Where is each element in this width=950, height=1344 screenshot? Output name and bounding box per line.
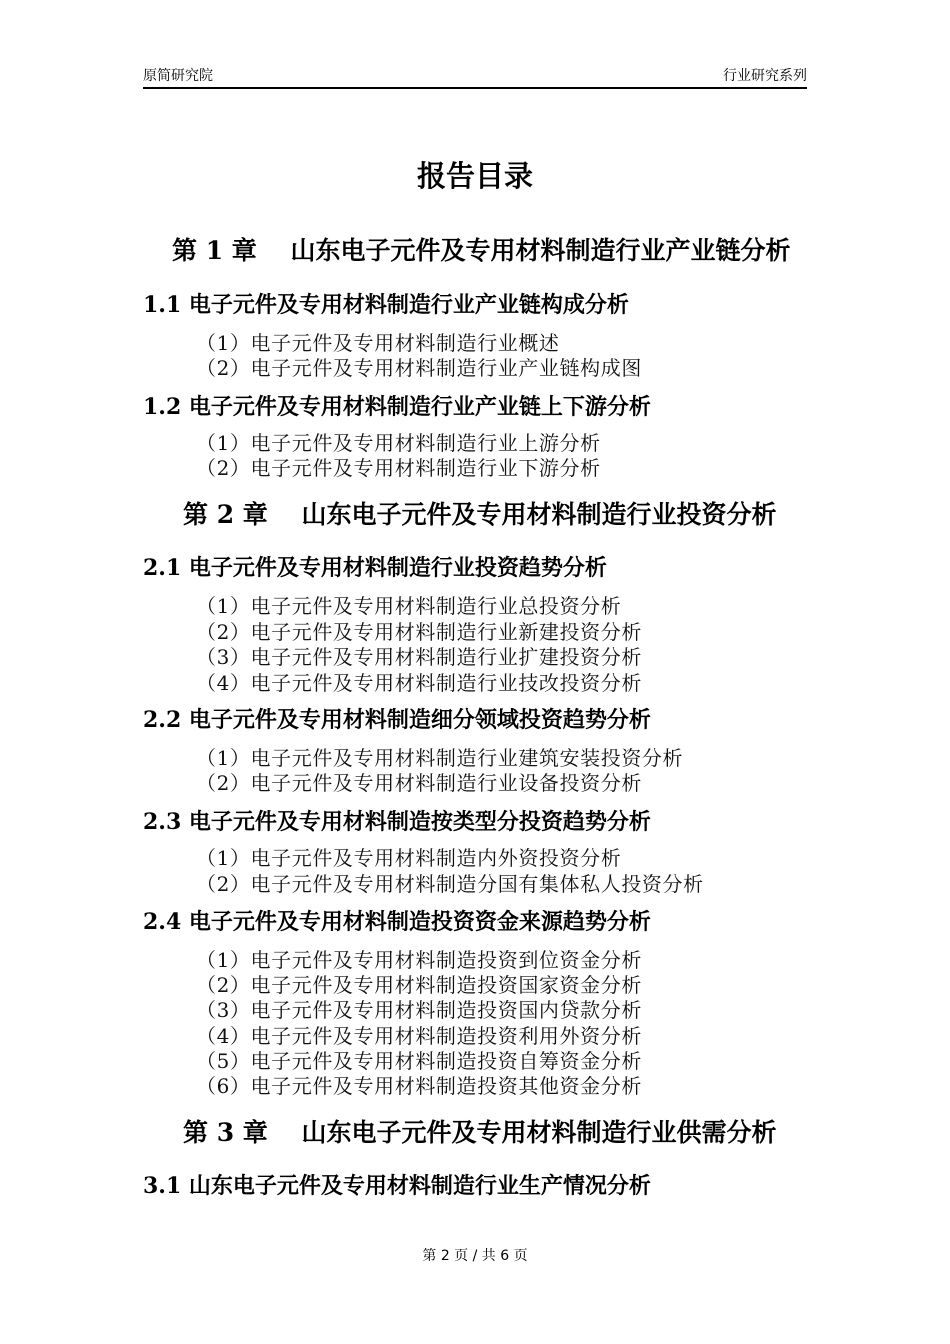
- section-heading: 2.1 电子元件及专用材料制造行业投资趋势分析: [143, 555, 607, 581]
- toc-item: （1）电子元件及专用材料制造行业概述: [196, 331, 560, 355]
- toc-item: （4）电子元件及专用材料制造行业技改投资分析: [196, 671, 642, 695]
- toc-item: （5）电子元件及专用材料制造投资自筹资金分析: [196, 1049, 642, 1073]
- toc-item: （2）电子元件及专用材料制造投资国家资金分析: [196, 973, 642, 997]
- toc-item: （2）电子元件及专用材料制造行业产业链构成图: [196, 356, 642, 380]
- toc-item: （3）电子元件及专用材料制造行业扩建投资分析: [196, 645, 642, 669]
- section-heading: 2.3 电子元件及专用材料制造按类型分投资趋势分析: [143, 809, 651, 835]
- chapter-heading: 第 3 章 山东电子元件及专用材料制造行业供需分析: [183, 1118, 777, 1147]
- toc-item: （2）电子元件及专用材料制造分国有集体私人投资分析: [196, 872, 704, 896]
- page-number: 第 2 页 / 共 6 页: [422, 1248, 528, 1264]
- toc-item: （1）电子元件及专用材料制造行业上游分析: [196, 431, 601, 455]
- chapter-heading: 第 2 章 山东电子元件及专用材料制造行业投资分析: [183, 500, 777, 529]
- toc-item: （2）电子元件及专用材料制造行业下游分析: [196, 456, 601, 480]
- section-heading: 3.1 山东电子元件及专用材料制造行业生产情况分析: [143, 1173, 651, 1199]
- toc-item: （4）电子元件及专用材料制造投资利用外资分析: [196, 1024, 642, 1048]
- toc-item: （3）电子元件及专用材料制造投资国内贷款分析: [196, 998, 642, 1022]
- header-divider: [143, 87, 807, 89]
- toc-item: （2）电子元件及专用材料制造行业设备投资分析: [196, 771, 642, 795]
- toc-item: （1）电子元件及专用材料制造行业建筑安装投资分析: [196, 746, 684, 770]
- section-heading: 2.4 电子元件及专用材料制造投资资金来源趋势分析: [143, 909, 651, 935]
- section-heading: 2.2 电子元件及专用材料制造细分领域投资趋势分析: [143, 707, 651, 733]
- section-heading: 1.2 电子元件及专用材料制造行业产业链上下游分析: [143, 394, 651, 420]
- page-title: 报告目录: [416, 159, 533, 193]
- toc-item: （1）电子元件及专用材料制造行业总投资分析: [196, 594, 622, 618]
- section-heading: 1.1 电子元件及专用材料制造行业产业链构成分析: [143, 292, 629, 318]
- toc-item: （1）电子元件及专用材料制造内外资投资分析: [196, 846, 622, 870]
- chapter-heading: 第 1 章 山东电子元件及专用材料制造行业产业链分析: [172, 236, 791, 265]
- toc-item: （2）电子元件及专用材料制造行业新建投资分析: [196, 620, 642, 644]
- toc-item: （1）电子元件及专用材料制造投资到位资金分析: [196, 948, 642, 972]
- header-left: 原简研究院: [143, 68, 213, 84]
- toc-item: （6）电子元件及专用材料制造投资其他资金分析: [196, 1074, 642, 1098]
- header-right: 行业研究系列: [723, 68, 807, 84]
